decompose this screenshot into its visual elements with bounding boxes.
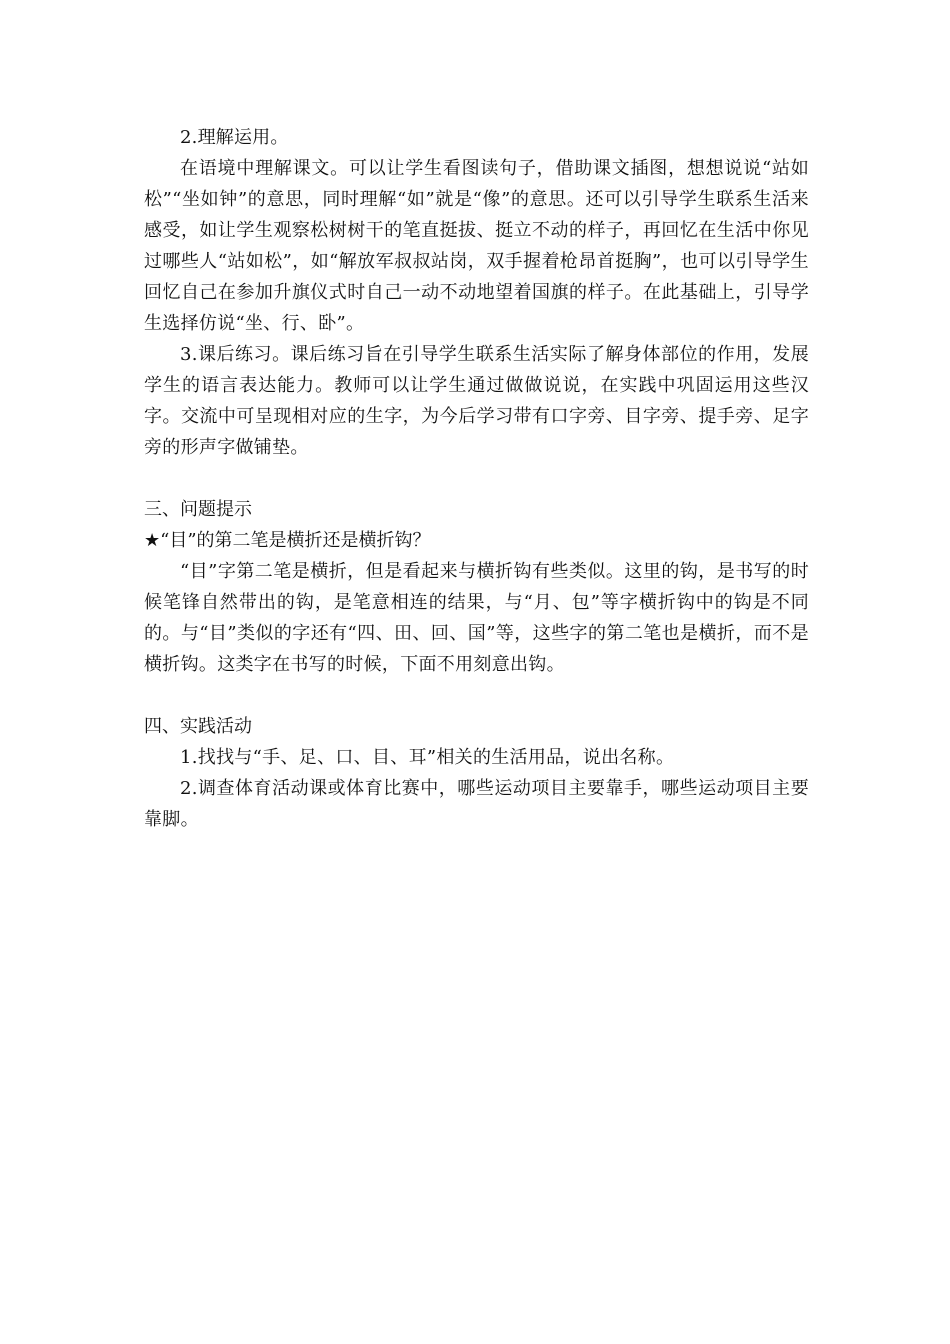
activity-item-1: 1.找找与“手、足、口、目、耳”相关的生活用品，说出名称。 bbox=[180, 747, 675, 768]
item-2-body: 在语境中理解课文。可以让学生看图读句子，借助课文插图，想想说说“站如松”“坐如钟”的意思，同时理解“如”就是“像”的意思。还可以引导学生联系生活来感受，如让学生观察松树树干的笔直挺拔、挺立不动的样子，再回忆在生活中你见过哪些人“站如松”，如“解放军叔叔站岗，双手握着枪昂首挺胸”，也可以引导学生回忆自己在参加升旗仪式时自己一动不动地望着国旗的样子。在此基础上，引导学生选择仿说“坐、行、卧”。 bbox=[144, 158, 809, 334]
document-page bbox=[144, 122, 809, 835]
question-line bbox=[144, 525, 809, 556]
answer-body: “目”字第二笔是横折，但是看起来与横折钩有些类似。这里的钩，是书写的时候笔锋自然带出的钩，是笔意相连的结果，与“月、包”等字横折钩中的钩是不同的。与“目”类似的字还有“四、田、回、国”等，这些字的第二笔也是横折，而不是横折钩。这类字在书写的时候，下面不用刻意出钩。 bbox=[144, 561, 809, 675]
section-3-heading: 三、问题提示 bbox=[144, 499, 252, 520]
section-gap bbox=[144, 680, 809, 711]
item-2-title: 2.理解运用。 bbox=[180, 127, 289, 148]
section-4-heading: 四、实践活动 bbox=[144, 716, 252, 737]
section-gap bbox=[144, 463, 809, 494]
question-text: “目”的第二笔是横折还是横折钩？ bbox=[160, 530, 431, 551]
activity-item-2: 2.调查体育活动课或体育比赛中，哪些运动项目主要靠手，哪些运动项目主要靠脚。 bbox=[144, 778, 809, 830]
star-icon: ★ bbox=[144, 530, 161, 551]
item-3-body: 3.课后练习。课后练习旨在引导学生联系生活实际了解身体部位的作用，发展学生的语言表达能力。教师可以让学生通过做做说说，在实践中巩固运用这些汉字。交流中可呈现相对应的生字，为今后学习带有口字旁、目字旁、提手旁、足字旁的形声字做铺垫。 bbox=[144, 344, 809, 458]
